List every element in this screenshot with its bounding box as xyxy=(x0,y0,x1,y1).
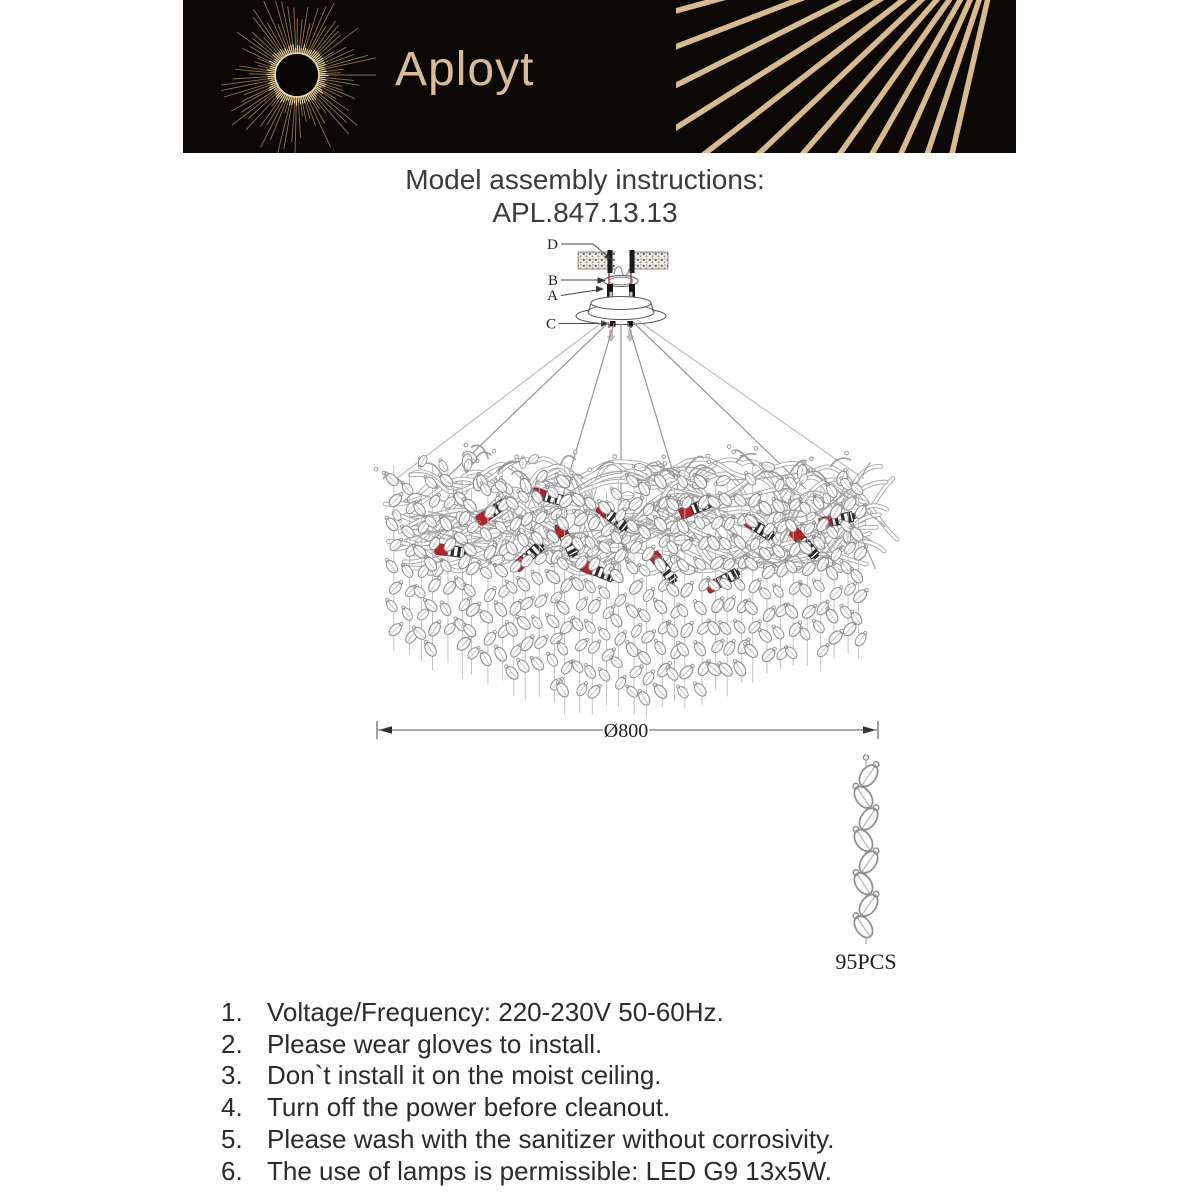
item-number: 3. xyxy=(221,1060,243,1091)
item-number: 1. xyxy=(221,997,243,1027)
brand-name: Aployt xyxy=(395,43,535,96)
item-text: Don`t install it on the moist ceiling. xyxy=(267,1060,662,1091)
anchor-bolt xyxy=(608,250,613,273)
part-label-b: B xyxy=(547,273,558,289)
item-number: 2. xyxy=(221,1028,243,1059)
canopy-rim xyxy=(591,297,651,310)
part-label-d: D xyxy=(547,237,558,253)
instructions-list xyxy=(221,997,834,1187)
dimension-label: Ø800 xyxy=(603,720,649,742)
list-item xyxy=(221,1092,834,1124)
item-text: Please wash with the sanitizer without corrosivity. xyxy=(267,1123,835,1154)
anchor-bolt xyxy=(630,250,635,273)
page-title: Model assembly instructions: xyxy=(405,164,765,195)
strand-count-label: 95PCS xyxy=(835,949,897,974)
list-item xyxy=(221,1029,834,1061)
part-label-c: C xyxy=(545,316,556,333)
item-text: The use of lamps is permissible: LED G9 13x5W. xyxy=(267,1155,833,1186)
model-number: APL.847.13.13 xyxy=(492,197,678,228)
chandelier-drawing xyxy=(374,443,897,718)
item-text: Please wear gloves to install. xyxy=(267,1028,603,1059)
item-text: Voltage/Frequency: 220-230V 50-60Hz. xyxy=(267,997,724,1027)
item-number: 6. xyxy=(221,1155,243,1186)
crystal-strand xyxy=(848,755,884,944)
item-number: 4. xyxy=(221,1092,243,1123)
part-label-a: A xyxy=(547,288,558,304)
list-item xyxy=(221,1060,834,1092)
list-item xyxy=(221,1124,834,1156)
list-item xyxy=(221,1156,834,1188)
ceiling-mount xyxy=(546,237,668,342)
list-item xyxy=(221,997,834,1029)
item-text: Turn off the power before cleanout. xyxy=(267,1092,671,1123)
item-number: 5. xyxy=(221,1123,243,1154)
